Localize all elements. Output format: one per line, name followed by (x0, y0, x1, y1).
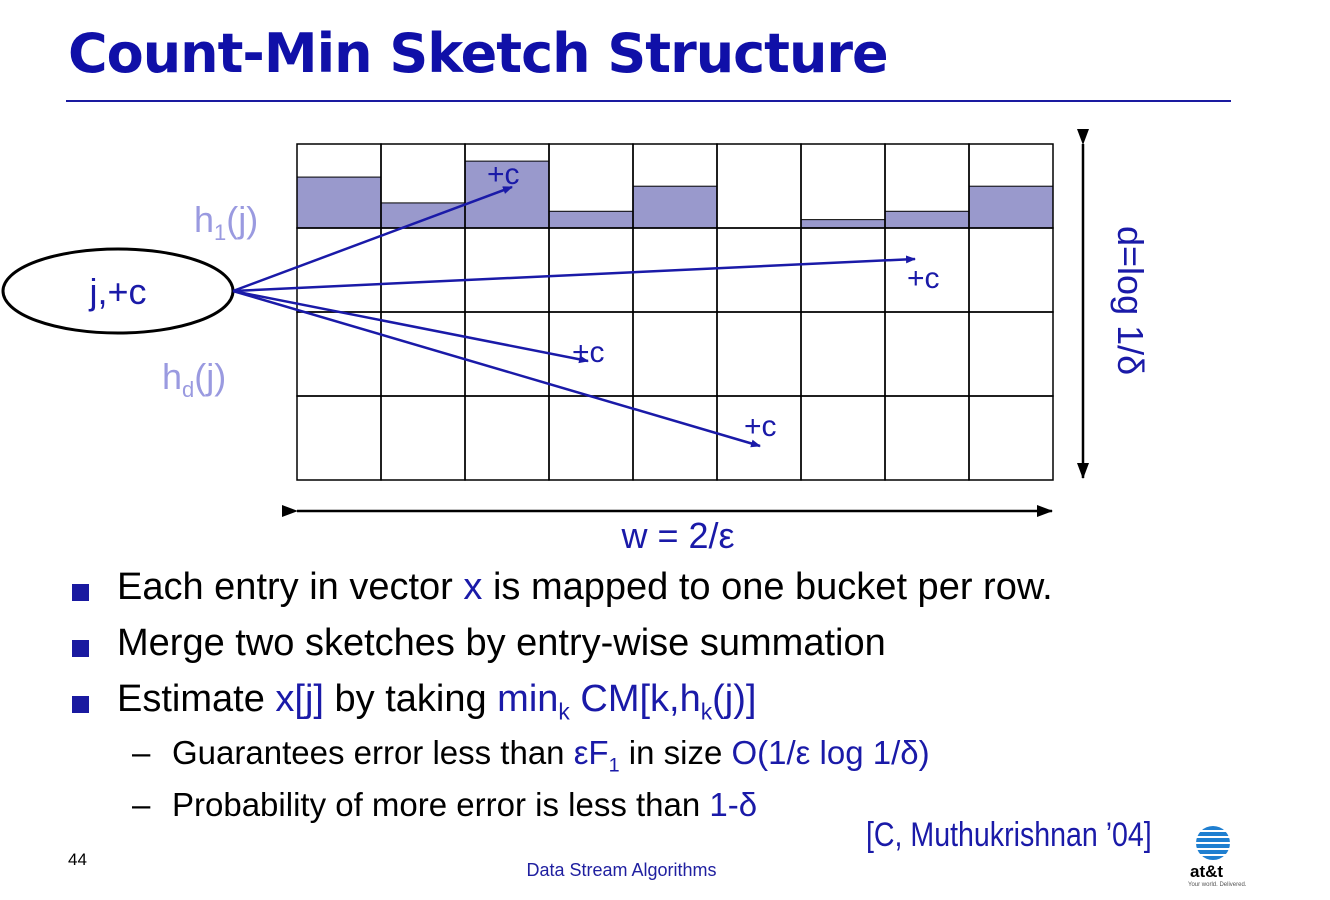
sketch-cell (885, 396, 969, 480)
bullet-marker (72, 696, 89, 713)
sketch-cell (633, 312, 717, 396)
bullet-item (70, 678, 1220, 734)
sub-bullet-marker: – (132, 734, 151, 771)
increment-label-row-3: +c (572, 336, 605, 369)
sub-bullet-text: Guarantees error less than $\varepsilon F_1$ in size O(1/ε log 1/δ) (172, 734, 930, 777)
sketch-cell (969, 228, 1053, 312)
logo-tagline: Your world. Delivered. (1188, 882, 1247, 888)
counter-fill-bar (381, 203, 465, 228)
sketch-cell (381, 396, 465, 480)
counter-fill-bar (297, 177, 381, 228)
sketch-cell (801, 396, 885, 480)
first-row-counters (297, 161, 1053, 228)
hash-arrow-row-3 (233, 291, 588, 361)
increment-label-row-4: +c (744, 410, 777, 443)
sketch-cell (717, 312, 801, 396)
sketch-cell (969, 312, 1053, 396)
sketch-cell (801, 144, 885, 228)
footer-text: Data Stream Algorithms (526, 860, 717, 880)
counter-fill-bar (969, 186, 1053, 228)
hash-arrow-row-4 (233, 291, 760, 446)
increment-label-row-1: +c (487, 158, 520, 191)
sketch-cell (801, 228, 885, 312)
sketch-cell (381, 228, 465, 312)
att-logo (1186, 826, 1247, 890)
globe-icon (1196, 826, 1230, 860)
input-item-label: j,+c (89, 271, 147, 312)
sketch-cell (717, 144, 801, 228)
sub-bullet-marker: – (132, 786, 151, 823)
hash-label-last: $h_d(j)$ (162, 356, 227, 402)
page-number: 44 (68, 850, 87, 869)
bullet-item (70, 566, 1220, 622)
sketch-cell (885, 312, 969, 396)
sketch-cell (381, 312, 465, 396)
depth-label: d=log 1/δ (1110, 226, 1151, 376)
counter-fill-bar (801, 220, 885, 228)
bullet-text: Merge two sketches by entry-wise summation (117, 622, 886, 664)
counter-fill-bar (885, 211, 969, 228)
hash-label-first: $h_1(j)$ (194, 199, 259, 245)
bullet-marker (72, 584, 89, 601)
bullet-text: Each entry in vector x is mapped to one bucket per row. (117, 566, 1053, 608)
counter-fill-bar (633, 186, 717, 228)
sub-bullet-item (70, 734, 1220, 786)
sketch-cell (297, 396, 381, 480)
logo-wordmark: at&t (1190, 862, 1224, 881)
citation: [C, Muthukrishnan ’04] (866, 816, 1152, 854)
hash-arrow-row-2 (233, 259, 915, 291)
bullet-text: Estimate x[j] by taking $\min_k CM[k,h_k(j)]$ (117, 678, 757, 725)
sketch-cell (465, 312, 549, 396)
sketch-cell (549, 396, 633, 480)
sub-bullet-text: Probability of more error is less than 1-δ (172, 786, 758, 823)
sketch-cell (549, 228, 633, 312)
width-label: w = 2/ε (621, 515, 735, 556)
sketch-cell (297, 312, 381, 396)
sketch-cell (465, 396, 549, 480)
bullet-marker (72, 640, 89, 657)
sketch-cell (717, 228, 801, 312)
bullet-list (70, 566, 1220, 838)
increment-label-row-2: +c (907, 262, 940, 295)
slide-title: Count-Min Sketch Structure (68, 22, 888, 85)
sketch-cell (801, 312, 885, 396)
bullet-item (70, 622, 1220, 678)
sketch-cell (969, 396, 1053, 480)
counter-fill-bar (549, 211, 633, 228)
sketch-cell (465, 228, 549, 312)
sketch-cell (633, 396, 717, 480)
